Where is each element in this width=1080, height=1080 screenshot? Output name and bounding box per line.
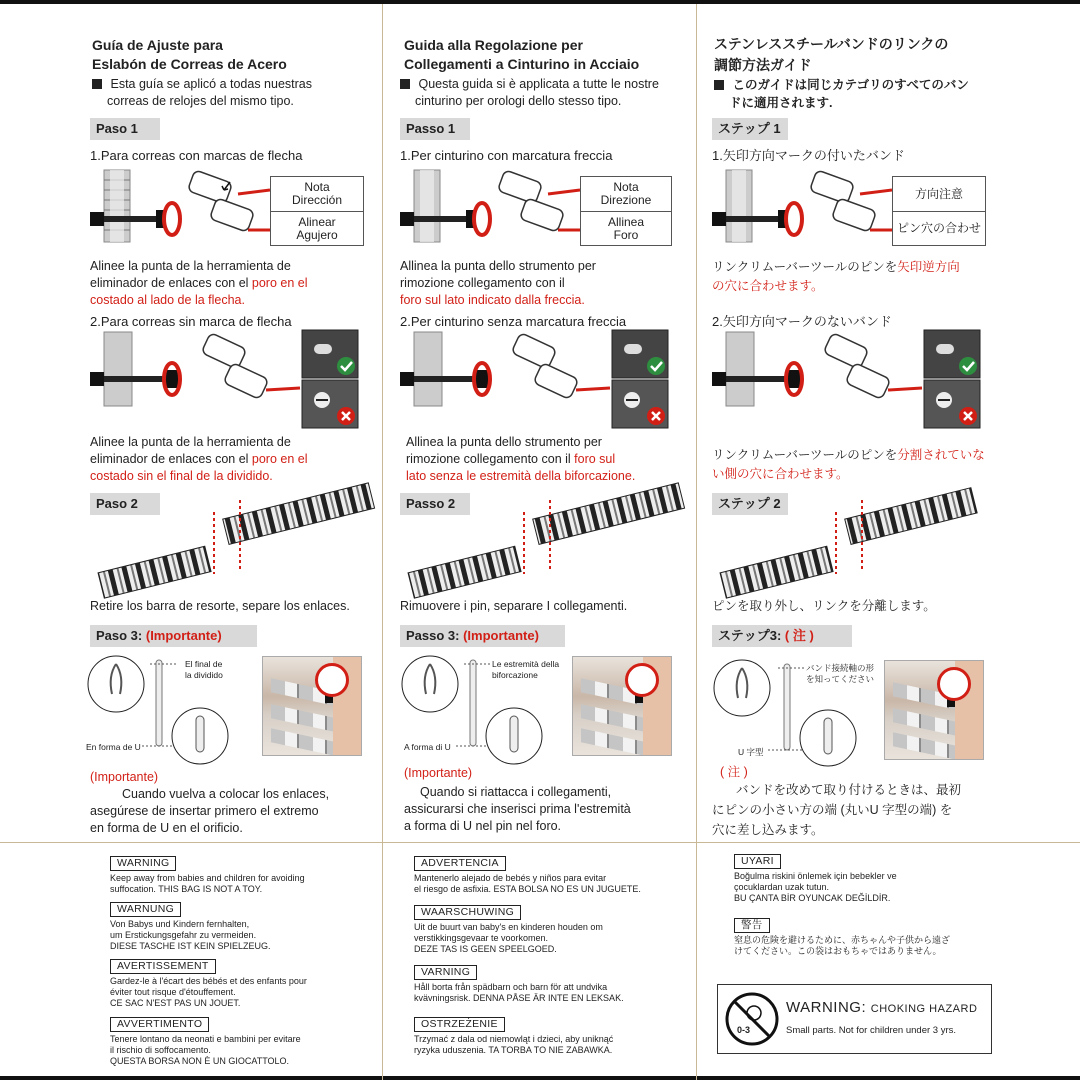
pin-bottom-caption: A forma di U (404, 742, 451, 752)
warning-en: WARNING Keep away from babies and children for avoiding suffocation. THIS BAG IS NOT A TOY. (110, 857, 305, 894)
remove-pin-illustration (90, 490, 370, 590)
link-tool-icon (712, 212, 726, 226)
link-piece-icon (201, 333, 269, 400)
step2-instruction: Retire los barra de resorte, separe los enlaces. (90, 599, 350, 613)
step3-instruction: バンドを改めて取り付けるときは、最初 にピンの小さい方の端 (丸いU 字型の端) を 穴に差し込みます。 (712, 783, 962, 837)
step1-instruction-a: リンクリムーバーツールのピンを矢印逆方向 の穴に合わせます。 (712, 260, 960, 293)
link-piece-icon (187, 170, 254, 232)
guide-intro: Esta guía se aplicó a todas nuestras correas de relojes del mismo tipo. (92, 76, 392, 110)
bullet-square-icon (92, 79, 102, 89)
warning-fr: AVERTISSEMENT Gardez-le à l'écart des bébés et des enfants pour éviter tout risque d'étouffement. CE SAC N'EST PAS UN JOUET. (110, 960, 307, 1008)
step2-label: Passo 2 (400, 493, 470, 515)
split-pin-illustration (712, 330, 1002, 430)
pin-shape-illustration (86, 654, 266, 754)
check-icon (337, 357, 355, 375)
remove-pin-illustration (712, 490, 982, 590)
guide-title: Guida alla Regolazione per Collegamenti a Cinturino in Acciaio (404, 37, 640, 72)
warning-nl: WAARSCHUWING Uit de buurt van baby's en kinderen houden om verstikkingsgevaar te voorkomen. DEZE TAS IS GEEN SPEELGOED. (414, 906, 603, 954)
watch-band-icon (104, 170, 130, 242)
split-pin-illustration (90, 330, 380, 430)
step1-subheading: 1.Para correas con marcas de flecha (90, 148, 303, 163)
pin-bottom-caption: U 字型 (738, 747, 764, 757)
reinsertion-photo (262, 656, 362, 756)
bullet-square-icon (714, 80, 724, 90)
spanish-column (86, 4, 400, 844)
guide-intro: Questa guida si è applicata a tutte le nostre cinturino per orologi dello stesso tipo. (400, 76, 700, 110)
step1-subheading-2: 2.矢印方向マークのないバンド (712, 314, 892, 329)
direction-hole-box: 方向注意 ピン穴の合わせ (892, 176, 986, 246)
guide-title: Guía de Ajuste para Eslabón de Correas de Acero (92, 37, 287, 72)
warning-pl: OSTRZEŻENIE Trzymać z dala od niemowląt i dzieci, aby uniknąć ryzyka uduszenia. TA TORBA TO NIE ZABAWKA. (414, 1018, 614, 1055)
check-icon (959, 357, 977, 375)
reinsertion-photo (572, 656, 672, 756)
watch-band-icon (104, 332, 132, 406)
split-pin-illustration (400, 330, 690, 430)
choking-heading: WARNING: CHOKING HAZARD (786, 999, 978, 1016)
important-note-label: (Importante) (404, 766, 473, 780)
step1-label: Paso 1 (90, 118, 160, 140)
step3-label: ステップ3: ( 注 ) (712, 625, 852, 647)
choking-hazard-box (717, 984, 992, 1054)
guide-intro: このガイドは同じカテゴリのすべてのバン ドに適用されます. (714, 76, 1014, 112)
link-piece-icon (497, 170, 564, 232)
pin-top-caption: Le estremità della biforcazione (492, 659, 560, 680)
warning-es: ADVERTENCIA Mantenerlo alejado de bebés y niños para evitar el riesgo de asfixia. ESTA BOLSA NO ES UN JUGUETE. (414, 857, 641, 894)
no-children-icon (724, 991, 780, 1047)
reinsertion-photo (884, 660, 984, 760)
important-note-label: (Importante) (90, 770, 159, 784)
step3-instruction: Quando si riattacca i collegamenti, assicurarsi che inserisci prima l'estremità a forma di U nel pin nel foro. (404, 785, 631, 833)
warning-de: WARNUNG Von Babys und Kindern fernhalten, um Erstickungsgefahr zu vermeiden. DIESE TASCHE IST KEIN SPIELZEUG. (110, 903, 271, 951)
step1-subheading-2: 2.Para correas sin marca de flecha (90, 314, 292, 329)
age-label: 0-3 (737, 1025, 751, 1035)
step1-instruction-b: Alinee la punta de la herramienta de eliminador de enlaces con el poro en el costado sin el final de la dividido. (90, 435, 308, 483)
direction-hole-box: Nota Direzione Allinea Foro (580, 176, 672, 246)
pointer-arrow-icon (238, 190, 270, 194)
direction-hole-box: Nota Dirección Alinear Agujero (270, 176, 364, 246)
link-tool-icon (400, 372, 414, 386)
step1-instruction-a: Alinee la punta de la herramienta de eliminador de enlaces con el poro en el costado al lado de la flecha. (90, 259, 308, 307)
step2-instruction: ピンを取り外し、リンクを分離します。 (712, 599, 936, 613)
warning-sv: VARNING Håll borta från spädbarn och barn för att undvika kvävningsrisk. DENNA PÅSE ÄR INTE EN LEKSAK. (414, 966, 624, 1003)
warning-it: AVVERTIMENTO Tenere lontano da neonati e bambini per evitare il rischio di soffocamento. QUESTA BORSA NON È UN GIOCATTOLO. (110, 1018, 301, 1066)
step3-label: Paso 3: (Importante) (90, 625, 257, 647)
step1-instruction-b: Allinea la punta dello strumento per rimozione collegamento con il foro sul lato senza le estremità della biforcazione. (406, 435, 636, 483)
link-tool-icon (400, 212, 414, 226)
step1-subheading: 1.矢印方向マークの付いたバンド (712, 148, 905, 163)
step1-instruction-b: リンクリムーバーツールのピンを分割されていな い側の穴に合わせます。 (712, 448, 985, 481)
step3-instruction: Cuando vuelva a colocar los enlaces, asegúrese de insertar primero el extremo en forma de U en el orificio. (90, 787, 330, 835)
link-tool-icon (90, 372, 104, 386)
link-piece-icon (511, 333, 579, 400)
step2-label: Paso 2 (90, 493, 160, 515)
pin-top-caption: El final de la dividido (185, 659, 223, 680)
watch-band-icon (726, 332, 754, 406)
warning-tr: UYARI Boğulma riskini önlemek için bebekler ve çocuklardan uzak tutun. BU ÇANTA BİR OYUNCAK DEĞİLDİR. (734, 855, 897, 903)
step1-instruction-a: Allinea la punta dello strumento per rimozione collegamento con il foro sul lato indicato dalla freccia. (400, 259, 596, 307)
bullet-square-icon (400, 79, 410, 89)
important-note-label: ( 注 ) (720, 765, 748, 779)
step1-label: Passo 1 (400, 118, 470, 140)
watch-band-icon (414, 332, 442, 406)
warning-ja: 警告 窒息の危険を避けるために、赤ちゃんや子供から遠ざ けてください。この袋はおもちゃではありません。 (734, 919, 951, 956)
choking-subtext: Small parts. Not for children under 3 yrs. (786, 1025, 957, 1036)
link-piece-icon (823, 333, 891, 400)
step1-label: ステップ 1 (712, 118, 788, 140)
japanese-column (712, 4, 1022, 844)
pin-top-caption: バンド接続軸の形 を知ってください (806, 663, 875, 684)
italian-column (400, 4, 710, 844)
step1-subheading: 1.Per cinturino con marcatura freccia (400, 148, 613, 163)
step1-subheading-2: 2.Per cinturino senza marcatura freccia (400, 314, 627, 329)
step2-label: ステップ 2 (712, 493, 788, 515)
step3-label: Passo 3: (Importante) (400, 625, 565, 647)
pin-bottom-caption: En forma de U (86, 742, 141, 752)
guide-title: ステンレススチールバンドのリンクの 調節方法ガイド (714, 36, 949, 73)
check-icon (647, 357, 665, 375)
remove-pin-illustration (400, 490, 680, 590)
step2-instruction: Rimuovere i pin, separare I collegamenti. (400, 599, 628, 613)
link-tool-icon (712, 372, 726, 386)
link-piece-icon (809, 170, 876, 232)
